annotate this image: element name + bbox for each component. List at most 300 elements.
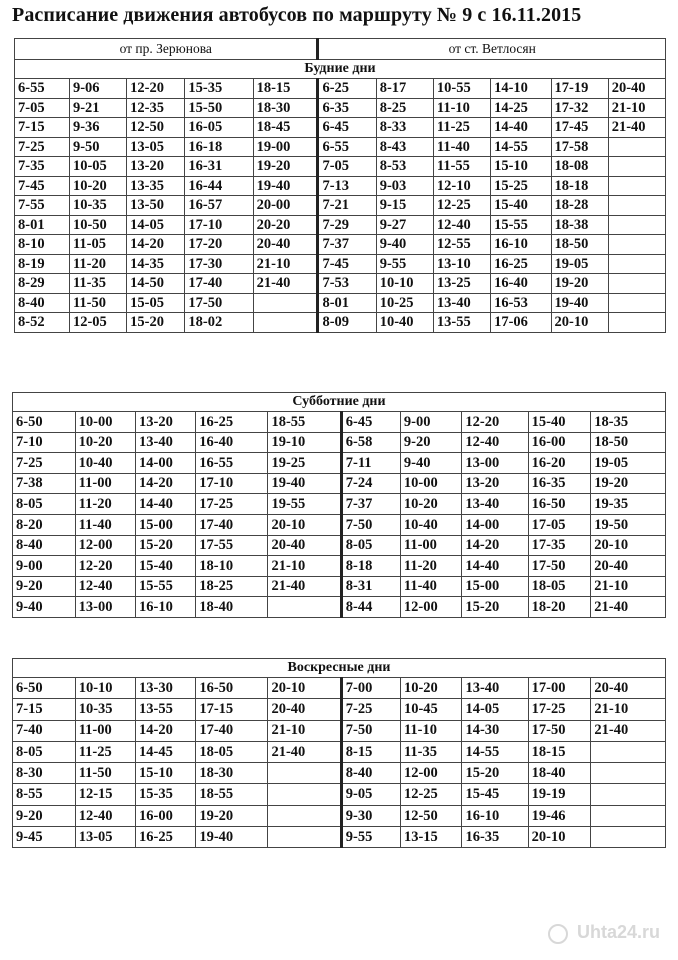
departure-time-right: 7-00 — [341, 678, 400, 699]
departure-time-right: 19-46 — [528, 805, 591, 826]
departure-time-right: 14-05 — [462, 699, 528, 720]
departure-time-right: 14-20 — [462, 535, 528, 556]
departure-time-left: 19-40 — [253, 176, 318, 196]
departure-time-right: 17-19 — [551, 79, 608, 99]
schedule-row — [13, 412, 666, 433]
departure-time-right: 11-40 — [433, 137, 490, 157]
departure-time-right: 17-00 — [528, 678, 591, 699]
departure-time-right: 7-50 — [341, 720, 400, 741]
departure-time-left: 13-50 — [127, 196, 185, 216]
departure-time-left: 8-10 — [15, 235, 70, 255]
departure-time-right: 14-40 — [462, 556, 528, 577]
departure-time-right: 16-25 — [491, 254, 551, 274]
departure-time-right: 13-00 — [462, 453, 528, 474]
departure-time-left: 11-20 — [75, 494, 135, 515]
departure-time-right: 10-20 — [400, 494, 462, 515]
departure-time-right: 12-00 — [400, 597, 462, 618]
departure-time-right: 13-55 — [433, 313, 490, 333]
schedule-row — [13, 535, 666, 556]
departure-time-left: 21-10 — [268, 720, 341, 741]
departure-time-right: 8-44 — [341, 597, 400, 618]
departure-time-left: 13-30 — [136, 678, 196, 699]
departure-time-right — [608, 137, 665, 157]
departure-time-right: 15-40 — [491, 196, 551, 216]
departure-time-right: 21-40 — [608, 118, 665, 138]
departure-time-right: 16-10 — [491, 235, 551, 255]
departure-time-left: 21-40 — [253, 274, 318, 294]
departure-time-right: 7-53 — [318, 274, 376, 294]
departure-time-right: 14-55 — [491, 137, 551, 157]
departure-time-left: 14-20 — [127, 235, 185, 255]
departure-time-left: 8-29 — [15, 274, 70, 294]
departure-time-right: 6-25 — [318, 79, 376, 99]
departure-time-right: 17-05 — [528, 514, 591, 535]
departure-time-left: 19-40 — [196, 827, 268, 848]
direction-left-label: от пр. Зерюнова — [15, 39, 318, 60]
departure-time-left: 6-55 — [15, 79, 70, 99]
departure-time-right: 11-25 — [433, 118, 490, 138]
departure-time-left: 10-50 — [69, 215, 126, 235]
departure-time-right: 10-25 — [376, 293, 433, 313]
departure-time-right: 17-25 — [528, 699, 591, 720]
departure-time-right — [608, 293, 665, 313]
departure-time-right — [591, 805, 666, 826]
departure-time-left: 14-05 — [127, 215, 185, 235]
departure-time-left: 13-05 — [127, 137, 185, 157]
departure-time-right: 7-05 — [318, 157, 376, 177]
departure-time-left: 12-40 — [75, 805, 135, 826]
departure-time-right — [608, 176, 665, 196]
departure-time-left: 7-25 — [15, 137, 70, 157]
departure-time-right: 20-40 — [608, 79, 665, 99]
departure-time-left: 11-40 — [75, 514, 135, 535]
schedule-row — [15, 293, 666, 313]
departure-time-left: 13-00 — [75, 597, 135, 618]
departure-time-right: 16-35 — [528, 473, 591, 494]
departure-time-right: 19-05 — [551, 254, 608, 274]
departure-time-left: 9-20 — [13, 576, 76, 597]
departure-time-right: 9-05 — [341, 784, 400, 805]
departure-time-left: 18-30 — [196, 763, 268, 784]
schedule-row — [13, 514, 666, 535]
departure-time-left: 18-40 — [196, 597, 268, 618]
departure-time-left: 18-15 — [253, 79, 318, 99]
departure-time-left: 15-05 — [127, 293, 185, 313]
departure-time-right: 18-18 — [551, 176, 608, 196]
departure-time-left: 17-30 — [185, 254, 253, 274]
departure-time-right: 8-18 — [341, 556, 400, 577]
departure-time-right: 18-28 — [551, 196, 608, 216]
departure-time-left: 8-52 — [15, 313, 70, 333]
day-type-label: Субботние дни — [13, 393, 666, 412]
departure-time-left: 15-55 — [135, 576, 195, 597]
departure-time-right: 13-40 — [462, 678, 528, 699]
departure-time-left: 20-10 — [268, 678, 341, 699]
departure-time-left: 19-20 — [253, 157, 318, 177]
departure-time-left: 16-00 — [136, 805, 196, 826]
departure-time-right: 9-40 — [376, 235, 433, 255]
departure-time-right: 7-24 — [341, 473, 400, 494]
departure-time-left: 15-35 — [185, 79, 253, 99]
departure-time-right: 11-20 — [400, 556, 462, 577]
departure-time-left: 8-05 — [13, 741, 76, 762]
departure-time-left: 10-35 — [69, 196, 126, 216]
departure-time-right: 8-17 — [376, 79, 433, 99]
departure-time-right: 10-20 — [400, 678, 462, 699]
schedule-row — [13, 597, 666, 618]
departure-time-left: 6-50 — [13, 678, 76, 699]
sunday-schedule-table — [12, 658, 666, 848]
departure-time-left: 15-00 — [135, 514, 195, 535]
departure-time-left: 7-25 — [13, 453, 76, 474]
departure-time-right: 14-55 — [462, 741, 528, 762]
departure-time-right: 9-03 — [376, 176, 433, 196]
departure-time-right: 8-25 — [376, 98, 433, 118]
departure-time-right: 9-55 — [341, 827, 400, 848]
departure-time-right — [608, 215, 665, 235]
departure-time-left: 9-45 — [13, 827, 76, 848]
departure-time-left: 19-20 — [196, 805, 268, 826]
departure-time-left — [253, 293, 318, 313]
departure-time-left: 17-10 — [185, 215, 253, 235]
departure-time-left: 14-20 — [136, 720, 196, 741]
departure-time-right: 21-10 — [608, 98, 665, 118]
departure-time-left: 10-00 — [75, 412, 135, 433]
departure-time-right: 15-45 — [462, 784, 528, 805]
departure-time-right: 11-35 — [400, 741, 462, 762]
departure-time-right: 15-00 — [462, 576, 528, 597]
departure-time-right: 14-40 — [491, 118, 551, 138]
departure-time-right: 7-50 — [341, 514, 400, 535]
departure-time-right: 13-25 — [433, 274, 490, 294]
departure-time-left — [268, 805, 341, 826]
departure-time-right — [608, 196, 665, 216]
schedule-row — [13, 720, 666, 741]
departure-time-left: 16-31 — [185, 157, 253, 177]
departure-time-left: 14-50 — [127, 274, 185, 294]
departure-time-left: 21-10 — [268, 556, 341, 577]
departure-time-right: 19-20 — [551, 274, 608, 294]
departure-time-left — [268, 827, 341, 848]
departure-time-right: 14-10 — [491, 79, 551, 99]
departure-time-right: 16-35 — [462, 827, 528, 848]
departure-time-left: 17-55 — [196, 535, 268, 556]
departure-time-left: 11-00 — [75, 473, 135, 494]
departure-time-left: 9-20 — [13, 805, 76, 826]
departure-time-left: 7-35 — [15, 157, 70, 177]
day-type-row — [13, 659, 666, 678]
schedule-row — [15, 196, 666, 216]
departure-time-right: 7-13 — [318, 176, 376, 196]
departure-time-right: 17-45 — [551, 118, 608, 138]
departure-time-left: 18-10 — [196, 556, 268, 577]
departure-time-left: 8-05 — [13, 494, 76, 515]
departure-time-right: 9-40 — [400, 453, 462, 474]
departure-time-left: 17-20 — [185, 235, 253, 255]
departure-time-left: 19-40 — [268, 473, 341, 494]
departure-time-right: 18-05 — [528, 576, 591, 597]
departure-time-left: 7-55 — [15, 196, 70, 216]
departure-time-left: 19-10 — [268, 432, 341, 453]
departure-time-right: 17-32 — [551, 98, 608, 118]
departure-time-left: 8-40 — [13, 535, 76, 556]
schedule-row — [15, 157, 666, 177]
departure-time-right: 10-40 — [376, 313, 433, 333]
departure-time-right: 9-55 — [376, 254, 433, 274]
departure-time-right: 17-06 — [491, 313, 551, 333]
departure-time-right: 7-37 — [341, 494, 400, 515]
saturday-schedule-table — [12, 392, 666, 618]
departure-time-right: 8-01 — [318, 293, 376, 313]
departure-time-right: 19-50 — [591, 514, 666, 535]
departure-time-right: 20-10 — [591, 535, 666, 556]
departure-time-right: 13-40 — [433, 293, 490, 313]
departure-time-right: 12-40 — [462, 432, 528, 453]
schedule-row — [15, 313, 666, 333]
departure-time-right: 12-55 — [433, 235, 490, 255]
departure-time-right — [591, 827, 666, 848]
departure-time-right: 17-35 — [528, 535, 591, 556]
departure-time-left: 19-00 — [253, 137, 318, 157]
departure-time-right: 16-50 — [528, 494, 591, 515]
day-type-row — [15, 60, 666, 79]
departure-time-left: 12-15 — [75, 784, 135, 805]
departure-time-right: 19-35 — [591, 494, 666, 515]
departure-time-left: 9-06 — [69, 79, 126, 99]
departure-time-left: 20-20 — [253, 215, 318, 235]
schedule-row — [15, 254, 666, 274]
departure-time-left — [268, 597, 341, 618]
departure-time-left: 12-05 — [69, 313, 126, 333]
departure-time-left: 9-00 — [13, 556, 76, 577]
departure-time-left: 16-05 — [185, 118, 253, 138]
page-title: Расписание движения автобусов по маршруту № 9 с 16.11.2015 — [12, 4, 582, 26]
departure-time-right: 9-20 — [400, 432, 462, 453]
departure-time-left: 7-38 — [13, 473, 76, 494]
departure-time-left: 16-44 — [185, 176, 253, 196]
departure-time-left: 8-19 — [15, 254, 70, 274]
departure-time-left: 7-15 — [15, 118, 70, 138]
departure-time-right: 7-21 — [318, 196, 376, 216]
schedule-row — [13, 827, 666, 848]
departure-time-left: 7-10 — [13, 432, 76, 453]
schedule-row — [15, 98, 666, 118]
departure-time-left: 14-00 — [135, 453, 195, 474]
departure-time-right: 16-53 — [491, 293, 551, 313]
departure-time-right: 7-11 — [341, 453, 400, 474]
departure-time-left: 21-40 — [268, 576, 341, 597]
departure-time-right: 12-40 — [433, 215, 490, 235]
departure-time-right: 11-55 — [433, 157, 490, 177]
schedule-row — [15, 79, 666, 99]
departure-time-right: 16-40 — [491, 274, 551, 294]
departure-time-right: 10-40 — [400, 514, 462, 535]
departure-time-right: 19-20 — [591, 473, 666, 494]
departure-time-left: 17-25 — [196, 494, 268, 515]
departure-time-right: 8-40 — [341, 763, 400, 784]
departure-time-right: 12-10 — [433, 176, 490, 196]
departure-time-right: 11-00 — [400, 535, 462, 556]
schedule-row — [13, 576, 666, 597]
departure-time-left: 10-05 — [69, 157, 126, 177]
departure-time-right: 17-50 — [528, 556, 591, 577]
departure-time-left: 9-36 — [69, 118, 126, 138]
departure-time-right: 15-55 — [491, 215, 551, 235]
departure-time-left — [268, 784, 341, 805]
departure-time-right: 21-40 — [591, 597, 666, 618]
departure-time-right: 8-31 — [341, 576, 400, 597]
departure-time-left: 18-02 — [185, 313, 253, 333]
departure-time-right: 6-45 — [341, 412, 400, 433]
departure-time-left: 14-40 — [135, 494, 195, 515]
departure-time-right: 14-25 — [491, 98, 551, 118]
departure-time-left: 13-40 — [135, 432, 195, 453]
departure-time-left: 20-40 — [253, 235, 318, 255]
departure-time-right: 16-10 — [462, 805, 528, 826]
day-type-row — [13, 393, 666, 412]
schedule-row — [13, 678, 666, 699]
departure-time-right — [591, 784, 666, 805]
departure-time-left: 8-55 — [13, 784, 76, 805]
departure-time-left: 17-10 — [196, 473, 268, 494]
departure-time-right: 18-50 — [591, 432, 666, 453]
departure-time-right: 12-20 — [462, 412, 528, 433]
departure-time-left: 18-05 — [196, 741, 268, 762]
departure-time-left: 13-20 — [127, 157, 185, 177]
departure-time-right: 14-30 — [462, 720, 528, 741]
departure-time-right: 15-25 — [491, 176, 551, 196]
day-type-label: Воскресные дни — [13, 659, 666, 678]
departure-time-right: 8-15 — [341, 741, 400, 762]
schedule-row — [13, 453, 666, 474]
departure-time-left: 7-40 — [13, 720, 76, 741]
departure-time-right: 9-15 — [376, 196, 433, 216]
departure-time-right: 7-45 — [318, 254, 376, 274]
schedule-row — [15, 118, 666, 138]
departure-time-right: 8-09 — [318, 313, 376, 333]
departure-time-left: 18-55 — [268, 412, 341, 433]
departure-time-left: 21-40 — [268, 741, 341, 762]
watermark-logo-icon — [548, 924, 568, 944]
departure-time-right: 18-40 — [528, 763, 591, 784]
departure-time-left: 9-21 — [69, 98, 126, 118]
departure-time-left: 20-00 — [253, 196, 318, 216]
departure-time-right: 15-20 — [462, 763, 528, 784]
departure-time-left — [253, 313, 318, 333]
departure-time-left: 16-18 — [185, 137, 253, 157]
departure-time-right: 12-25 — [433, 196, 490, 216]
departure-time-right: 20-10 — [528, 827, 591, 848]
departure-time-right: 9-00 — [400, 412, 462, 433]
departure-time-right: 21-40 — [591, 720, 666, 741]
schedule-row — [13, 784, 666, 805]
departure-time-left: 9-40 — [13, 597, 76, 618]
departure-time-right: 10-10 — [376, 274, 433, 294]
weekday-schedule-table — [14, 38, 666, 333]
departure-time-left: 15-40 — [135, 556, 195, 577]
direction-right-label: от ст. Ветлосян — [318, 39, 666, 60]
schedule-row — [15, 235, 666, 255]
departure-time-right: 18-15 — [528, 741, 591, 762]
departure-time-right: 15-10 — [491, 157, 551, 177]
departure-time-right: 8-53 — [376, 157, 433, 177]
departure-time-left: 13-20 — [135, 412, 195, 433]
departure-time-left: 14-35 — [127, 254, 185, 274]
departure-time-left: 11-50 — [69, 293, 126, 313]
departure-time-left: 11-50 — [75, 763, 135, 784]
departure-time-left: 8-30 — [13, 763, 76, 784]
departure-time-left: 17-15 — [196, 699, 268, 720]
departure-time-left: 11-35 — [69, 274, 126, 294]
departure-time-right: 10-55 — [433, 79, 490, 99]
schedule-row — [13, 494, 666, 515]
departure-time-left: 20-10 — [268, 514, 341, 535]
departure-time-left: 14-20 — [135, 473, 195, 494]
departure-time-left: 17-40 — [196, 720, 268, 741]
departure-time-left — [268, 763, 341, 784]
departure-time-left: 15-50 — [185, 98, 253, 118]
departure-time-left: 12-00 — [75, 535, 135, 556]
departure-time-right: 17-58 — [551, 137, 608, 157]
departure-time-right: 15-40 — [528, 412, 591, 433]
departure-time-left: 16-10 — [135, 597, 195, 618]
departure-time-right: 9-30 — [341, 805, 400, 826]
departure-time-left: 16-57 — [185, 196, 253, 216]
departure-time-left: 15-20 — [127, 313, 185, 333]
departure-time-right — [608, 274, 665, 294]
departure-time-left: 12-40 — [75, 576, 135, 597]
departure-time-left: 16-50 — [196, 678, 268, 699]
departure-time-left: 11-00 — [75, 720, 135, 741]
departure-time-left: 10-20 — [75, 432, 135, 453]
departure-time-left: 10-40 — [75, 453, 135, 474]
schedule-row — [13, 741, 666, 762]
departure-time-right — [591, 741, 666, 762]
schedule-row — [13, 699, 666, 720]
departure-time-left: 9-50 — [69, 137, 126, 157]
departure-time-right: 15-20 — [462, 597, 528, 618]
departure-time-right: 16-20 — [528, 453, 591, 474]
departure-time-right: 6-55 — [318, 137, 376, 157]
departure-time-right: 7-25 — [341, 699, 400, 720]
departure-time-right: 12-00 — [400, 763, 462, 784]
departure-time-right: 8-33 — [376, 118, 433, 138]
departure-time-left: 20-40 — [268, 535, 341, 556]
departure-time-left: 17-40 — [196, 514, 268, 535]
departure-time-left: 16-55 — [196, 453, 268, 474]
departure-time-right: 17-50 — [528, 720, 591, 741]
departure-time-right: 12-25 — [400, 784, 462, 805]
departure-time-left: 13-35 — [127, 176, 185, 196]
departure-time-right: 19-40 — [551, 293, 608, 313]
departure-time-left: 10-20 — [69, 176, 126, 196]
departure-time-left: 10-35 — [75, 699, 135, 720]
departure-time-left: 12-50 — [127, 118, 185, 138]
departure-time-left: 18-25 — [196, 576, 268, 597]
departure-time-right: 10-00 — [400, 473, 462, 494]
day-type-label: Будние дни — [15, 60, 666, 79]
departure-time-right — [608, 235, 665, 255]
departure-time-right: 13-20 — [462, 473, 528, 494]
departure-time-right: 18-50 — [551, 235, 608, 255]
departure-time-left: 8-20 — [13, 514, 76, 535]
watermark: Uhta24.ru — [576, 922, 660, 942]
departure-time-left: 17-40 — [185, 274, 253, 294]
departure-time-right: 19-19 — [528, 784, 591, 805]
schedule-row — [15, 176, 666, 196]
direction-header-row — [15, 39, 666, 60]
schedule-row — [13, 805, 666, 826]
